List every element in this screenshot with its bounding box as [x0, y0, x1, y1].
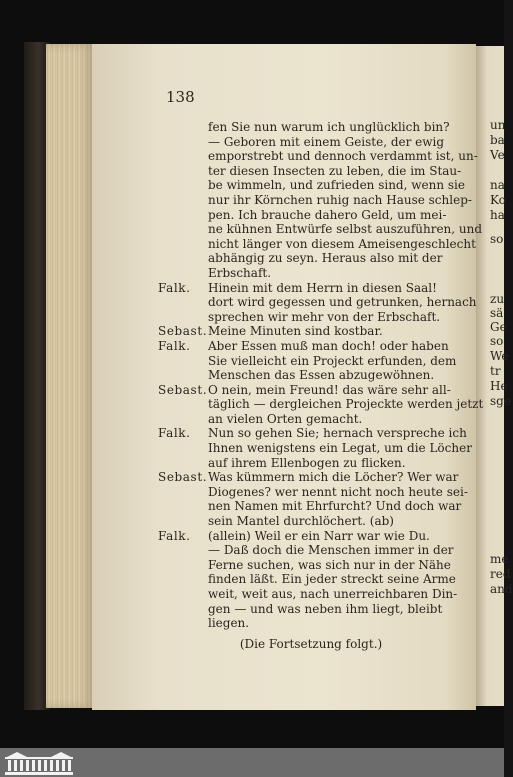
page-text: [158, 120, 484, 651]
text-line: [158, 236, 476, 252]
speaker-label: [158, 368, 208, 383]
text-line: [158, 587, 464, 602]
speaker-label: Sebast.: [158, 382, 208, 397]
facing-page-fragment: He: [490, 379, 508, 393]
speaker-label: [158, 295, 208, 310]
line-text: Nun so gehen Sie; hernach verspreche ich: [208, 426, 467, 441]
line-text: (allein) Weil er ein Narr war wie Du.: [208, 528, 430, 543]
line-text: finden läßt. Ein jeder streckt seine Arme: [208, 572, 456, 587]
facing-page-fragment: Ko: [490, 193, 506, 207]
line-text: Sie vielleicht ein Projeckt erfunden, dem: [208, 353, 457, 368]
facing-page-fragment: me: [490, 552, 509, 566]
text-line: [158, 120, 464, 135]
text-line: [158, 484, 468, 500]
line-text: Hinein mit dem Herrn in diesen Saal!: [208, 280, 437, 295]
facing-page-fragment: zu: [490, 292, 505, 306]
facing-page-fragment: na: [490, 178, 505, 192]
line-text: an vielen Orten gemacht.: [208, 411, 363, 426]
speaker-label: [158, 310, 208, 325]
line-text: auf ihrem Ellenbogen zu flicken.: [208, 455, 406, 470]
text-line: [158, 281, 464, 296]
text-line: [158, 397, 484, 412]
speaker-label: [158, 178, 208, 193]
speaker-label: [158, 135, 208, 150]
speaker-label: [158, 558, 208, 573]
text-line: [158, 470, 464, 485]
line-text: pen. Ich brauche dahero Geld, um mei-: [208, 207, 447, 222]
text-line: [158, 135, 464, 150]
line-text: nicht länger von diesem Ameisengeschlecht: [208, 236, 476, 251]
line-text: nur ihr Körnchen ruhig nach Hause schlep-: [208, 192, 472, 207]
text-line: [158, 514, 464, 529]
facing-page-fragment: sä: [490, 306, 504, 320]
speaker-label: [158, 149, 208, 164]
page-stack-edge: [46, 44, 94, 708]
line-text: Erbschaft.: [208, 265, 272, 280]
speaker-label: [158, 164, 208, 179]
text-line: [158, 426, 467, 441]
line-text: Was kümmern mich die Löcher? Wer war: [208, 470, 459, 485]
facing-page-fragment: so: [490, 334, 504, 348]
text-line: [158, 164, 464, 179]
text-line: [158, 324, 464, 339]
speaker-label: [158, 543, 208, 558]
speaker-label: [158, 397, 208, 412]
facing-page-fragment: and: [490, 582, 513, 596]
line-text: ne kühnen Entwürfe selbst auszuführen, und: [208, 222, 483, 237]
speaker-label: [158, 499, 208, 514]
facing-page-fragment: un: [490, 118, 506, 132]
facing-page-fragment: red: [490, 567, 511, 581]
speaker-label: [158, 572, 208, 587]
speaker-label: [158, 412, 208, 427]
line-text: Aber Essen muß man doch! oder haben: [208, 338, 449, 353]
text-line: [158, 368, 464, 383]
facing-page-fragment: Ve: [490, 148, 505, 162]
line-text: weit, weit aus, nach unerreichbaren Din-: [208, 587, 458, 601]
continuation-note: (Die Fortsetzung folgt.): [239, 636, 383, 651]
text-line: [158, 251, 464, 266]
speaker-label: [158, 441, 208, 456]
line-text: Meine Minuten sind kostbar.: [208, 324, 383, 339]
speaker-label: [158, 193, 208, 208]
speaker-label: [158, 616, 208, 631]
line-text: fen Sie nun warum ich unglücklich bin?: [208, 120, 450, 134]
facing-page-fragment: Ge: [490, 320, 507, 334]
speaker-label: [158, 237, 208, 252]
line-text: nen Namen mit Ehrfurcht? Und doch war: [208, 499, 462, 514]
speaker-label: [158, 251, 208, 266]
speaker-label: [158, 587, 208, 602]
text-line: [158, 383, 464, 398]
line-text: Diogenes? wer nennt nicht noch heute sei-: [208, 484, 468, 499]
line-text: täglich — dergleichen Projeckte werden jetzt: [208, 397, 484, 412]
facing-page-fragment: We: [490, 349, 509, 363]
viewer-footer-bar: [0, 748, 504, 777]
text-line: [158, 310, 464, 325]
speaker-label: Falk.: [158, 528, 191, 543]
speaker-label: [158, 514, 208, 529]
text-line: [158, 266, 464, 281]
speaker-label: [158, 208, 208, 223]
speaker-label: [158, 222, 208, 237]
text-line: [158, 339, 464, 354]
line-text: be wimmeln, und zufrieden sind, wenn sie: [208, 178, 465, 193]
text-line: [158, 178, 464, 193]
library-building-logo: [5, 751, 73, 775]
text-line: [158, 499, 464, 514]
text-line: [158, 354, 464, 369]
text-line: [158, 222, 483, 237]
line-text: Ihnen wenigstens ein Legat, um die Löcher: [208, 441, 472, 456]
facing-page-fragment: sge: [490, 394, 511, 408]
line-text: Menschen das Essen abzugewöhnen.: [208, 368, 435, 383]
text-line: [158, 558, 464, 573]
text-line: [158, 295, 477, 310]
line-text: gen — und was neben ihm liegt, bleibt: [208, 601, 443, 616]
facing-page-fragment: so: [490, 232, 504, 246]
line-text: emporstrebt und dennoch verdammt ist, un-: [208, 149, 478, 164]
line-text: — Daß doch die Menschen immer in der: [208, 543, 454, 558]
speaker-label: [158, 456, 208, 471]
text-line: [158, 208, 464, 223]
line-text: abhängig zu seyn. Heraus also mit der: [208, 251, 443, 266]
line-text: sprechen wir mehr von der Erbschaft.: [208, 309, 441, 324]
text-line: [158, 456, 464, 471]
line-text: O nein, mein Freund! das wäre sehr all-: [208, 382, 451, 397]
speaker-label: Falk.: [158, 280, 191, 295]
speaker-label: Sebast.: [158, 324, 208, 339]
text-line: [158, 543, 464, 558]
facing-page-edge: [476, 46, 513, 706]
speaker-label: Falk.: [158, 338, 191, 353]
line-text: liegen.: [208, 616, 250, 631]
text-line: [158, 192, 472, 208]
line-text: ter diesen Insecten zu leben, die im Stau-: [208, 163, 462, 178]
speaker-label: Falk.: [158, 426, 191, 441]
speaker-label: [158, 485, 208, 500]
line-text: — Geboren mit einem Geiste, der ewig: [208, 134, 445, 149]
text-line: [158, 602, 464, 617]
text-line: [158, 616, 464, 631]
speaker-label: [158, 354, 208, 369]
text-line: [158, 149, 478, 164]
text-line: [158, 572, 464, 587]
facing-page-fragment: ba: [490, 133, 505, 147]
facing-page-fragment: ha: [490, 208, 505, 222]
speaker-label: [158, 602, 208, 617]
speaker-label: [158, 120, 208, 135]
page-number: 138: [166, 88, 195, 106]
speaker-label: Sebast.: [158, 470, 208, 485]
text-line: [158, 529, 464, 544]
line-text: dort wird gegessen und getrunken, hernach: [208, 295, 477, 310]
text-line: [158, 412, 464, 427]
facing-page-fragment: tr: [490, 364, 501, 378]
text-line: [158, 441, 472, 456]
line-text: Ferne suchen, was sich nur in der Nähe: [208, 557, 451, 572]
line-text: sein Mantel durchlöchert. (ab): [208, 514, 394, 529]
speaker-label: [158, 266, 208, 281]
